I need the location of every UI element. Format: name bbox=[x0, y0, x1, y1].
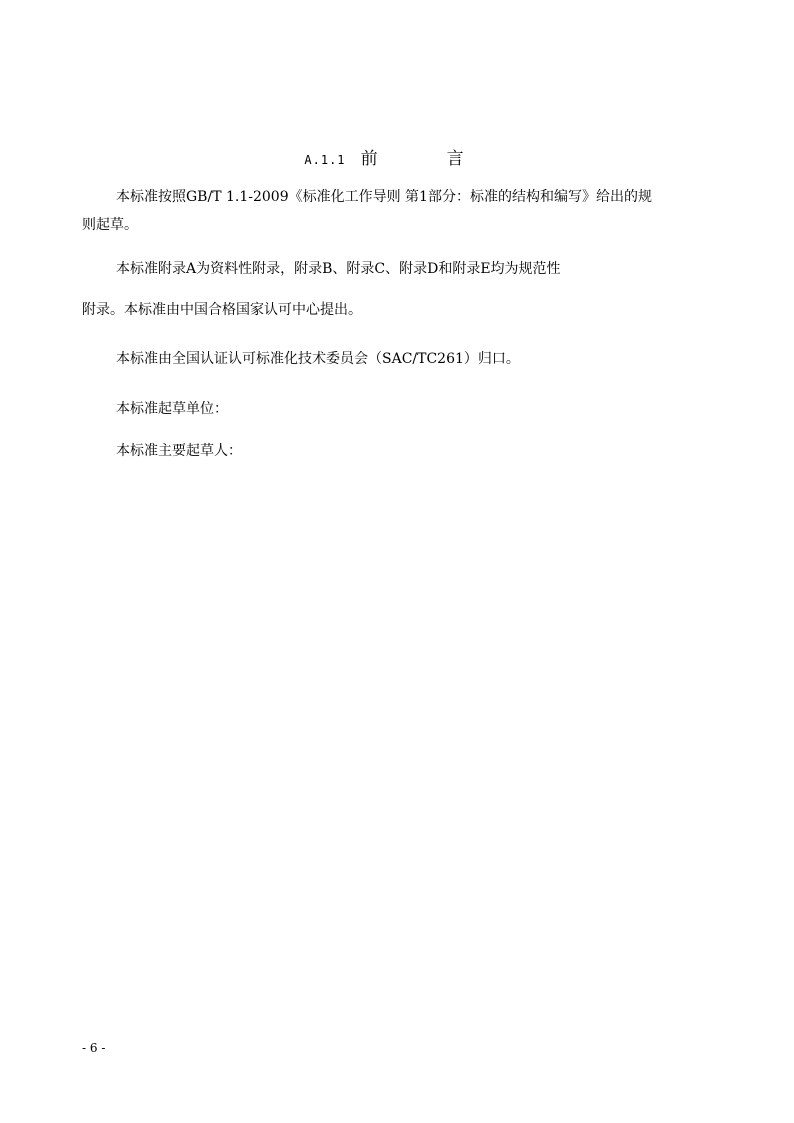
paragraph-main-drafters: 本标准主要起草人： bbox=[116, 443, 242, 459]
paragraph-drafting-units: 本标准起草单位： bbox=[116, 401, 228, 417]
paragraph-annexes-line1: 本标准附录A为资料性附录，附录B、附录C、附录D和附录E均为规范性 bbox=[116, 261, 561, 277]
paragraph-annexes-line2: 附录。本标准由中国合格国家认可中心提出。 bbox=[82, 302, 362, 318]
section-title: 前 言 bbox=[360, 149, 490, 169]
page-number: - 6 - bbox=[82, 1041, 106, 1055]
paragraph-administered-by: 本标准由全国认证认可标准化技术委员会（SAC/TC261）归口。 bbox=[116, 351, 520, 367]
section-number: A.1.1 bbox=[304, 153, 346, 167]
paragraph-drafting-rules-line2: 则起草。 bbox=[82, 217, 138, 233]
section-heading bbox=[0, 148, 794, 171]
paragraph-drafting-rules-line1: 本标准按照GB/T 1.1-2009《标准化工作导则 第1部分：标准的结构和编写》给出的规 bbox=[116, 189, 652, 205]
